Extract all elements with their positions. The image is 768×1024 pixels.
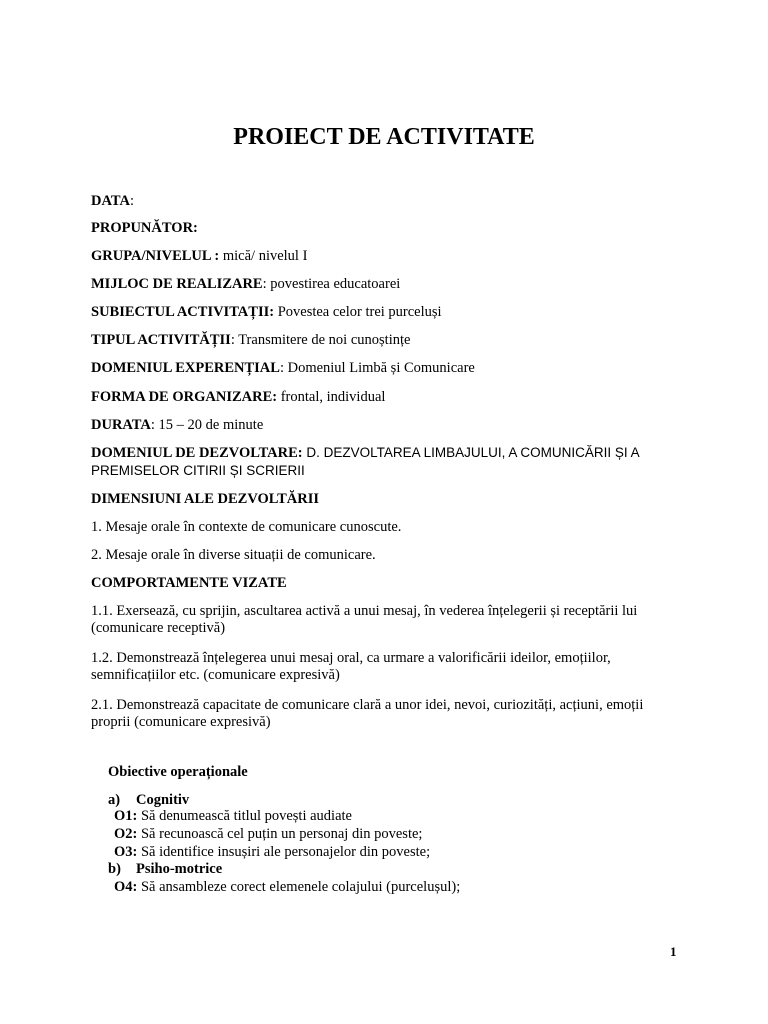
field-grupa: [91, 247, 307, 265]
comportamente-heading: COMPORTAMENTE VIZATE: [91, 575, 287, 591]
comportament-item: 1.2. Demonstrează înțelegerea unui mesaj oral, ca urmare a valorificării ideilor, emoțiilor, semnificațiilor etc. (comunicare expresivă): [91, 650, 611, 683]
field-domeniul-exp-label: DOMENIUL EXPERENȚIAL: [91, 360, 280, 376]
field-domeniul-exp-value: : Domeniul Limbă și Comunicare: [279, 360, 475, 376]
objective-text: Să denumească titlul povești audiate: [137, 808, 352, 824]
field-tipul-label: TIPUL ACTIVITĂȚII: [91, 332, 231, 348]
field-data: [91, 192, 134, 210]
dimensiuni-item: 2. Mesaje orale în diverse situații de comunicare.: [91, 547, 376, 563]
objective-o1: [114, 808, 352, 825]
field-forma: [91, 388, 385, 406]
dimensiuni-item: 1. Mesaje orale în contexte de comunicare cunoscute.: [91, 519, 402, 535]
psiho-label: Psiho-motrice: [136, 861, 223, 877]
field-domeniul-experiential: [91, 359, 475, 377]
objective-code: O1:: [114, 808, 138, 824]
field-mijloc-label: MIJLOC DE REALIZARE: [91, 276, 263, 292]
field-domeniul-dezv-value: D. DEZVOLTAREA LIMBAJULUI, A COMUNICĂRII ȘI A PREMISELOR CITIRII ȘI SCRIERII: [91, 445, 639, 478]
obiective-psiho-heading: [108, 861, 222, 878]
field-subiectul: [91, 303, 442, 321]
objective-o3: [114, 844, 430, 861]
objective-o4: [114, 879, 460, 896]
objective-text: Să ansambleze corect elemenele colajului (purcelușul);: [137, 879, 461, 895]
obiective-heading: Obiective operaționale: [108, 764, 248, 780]
comportament-item: 2.1. Demonstrează capacitate de comunicare clară a unor idei, nevoi, curiozități, acțiuni, emoții proprii (comunicare expresivă): [91, 697, 644, 730]
field-tipul-value: : Transmitere de noi cunoștințe: [230, 332, 411, 348]
field-data-label: DATA: [91, 193, 130, 209]
objective-text: Să recunoască cel puțin un personaj din poveste;: [137, 826, 423, 842]
field-grupa-value: mică/ nivelul I: [219, 248, 308, 264]
objective-text: Să identifice insușiri ale personajelor din poveste;: [137, 844, 431, 860]
psiho-letter: b): [108, 861, 121, 877]
field-tipul: [91, 331, 410, 349]
field-subiectul-value: Povestea celor trei purceluși: [274, 304, 442, 320]
document-title: PROIECT DE ACTIVITATE: [233, 124, 535, 150]
objective-code: O4:: [114, 879, 138, 895]
objective-code: O2:: [114, 826, 138, 842]
field-data-value: :: [129, 193, 134, 209]
field-grupa-label: GRUPA/NIVELUL :: [91, 248, 220, 264]
field-durata: [91, 416, 263, 434]
objective-o2: [114, 826, 422, 843]
field-domeniul-dezvoltare: [91, 444, 676, 480]
field-propunator: [91, 219, 198, 237]
obiective-cognitiv-heading: [108, 792, 189, 809]
field-durata-label: DURATA: [91, 417, 151, 433]
field-subiectul-label: SUBIECTUL ACTIVITAȚII:: [91, 304, 275, 320]
field-forma-value: frontal, individual: [277, 389, 386, 405]
field-forma-label: FORMA DE ORGANIZARE:: [91, 389, 278, 405]
comportament-item: 1.1. Exersează, cu sprijin, ascultarea activă a unui mesaj, în vederea înțelegerii și receptării lui (comunicare receptivă): [91, 603, 638, 636]
field-domeniul-dezv-label: DOMENIUL DE DEZVOLTARE:: [91, 445, 303, 461]
dimensiuni-heading: DIMENSIUNI ALE DEZVOLTĂRII: [91, 491, 320, 507]
cognitiv-letter: a): [108, 792, 121, 808]
objective-code: O3:: [114, 844, 138, 860]
field-durata-value: : 15 – 20 de minute: [150, 417, 264, 433]
field-mijloc-value: : povestirea educatoarei: [262, 276, 401, 292]
cognitiv-label: Cognitiv: [136, 792, 190, 808]
field-propunator-label: PROPUNĂTOR:: [91, 220, 198, 236]
field-mijloc: [91, 275, 400, 293]
page-number: 1: [670, 944, 677, 959]
